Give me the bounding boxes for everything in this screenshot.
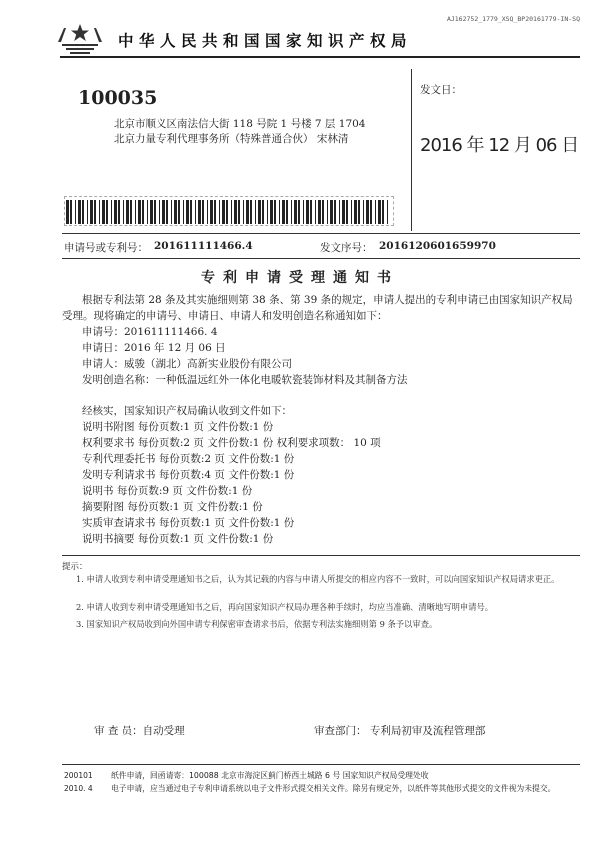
barcode-icon bbox=[64, 200, 394, 224]
header-divider bbox=[60, 56, 580, 58]
footer-mail-note: 纸件申请，回函请寄：100088 北京市海淀区蓟门桥西土城路 6 号 国家知识产权局受理处收 bbox=[111, 771, 429, 780]
reviewer: 审 查 员：自动受理 bbox=[94, 725, 185, 737]
seq-label: 发文序号： bbox=[320, 242, 373, 254]
verify-line: 经核实，国家知识产权局确认收到文件如下： bbox=[82, 405, 292, 417]
app-no-value: 201611111466.4 bbox=[154, 240, 253, 252]
file-item: 摘要附图 每份页数:1 页 文件份数:1 份 bbox=[82, 501, 263, 513]
app-date-line: 申请日：2016 年 12 月 06 日 bbox=[82, 342, 226, 354]
intro-line: 根据专利法第 28 条及其实施细则第 38 条、第 39 条的规定，申请人提出的专利申请已由国家知识产权局 bbox=[82, 294, 573, 306]
document-code: AJ162752_1779_XSQ_BP20161779-IN-SQ bbox=[446, 15, 580, 23]
date-label: 发文日： bbox=[420, 84, 462, 96]
divider bbox=[62, 258, 580, 259]
file-item: 实质审查请求书 每份页数:1 页 文件份数:1 份 bbox=[82, 517, 295, 529]
file-item: 权利要求书 每份页数:2 页 文件份数:1 份 权利要求项数： 10 项 bbox=[82, 437, 381, 449]
app-no-line: 申请号：201611111466. 4 bbox=[82, 326, 218, 338]
invention-name-line: 发明创造名称：一种低温远红外一体化电暖软瓷装饰材料及其制备方法 bbox=[82, 374, 408, 386]
postcode: 100035 bbox=[78, 87, 158, 109]
tip-item: 3. 国家知识产权局收到向外国申请专利保密审查请求书后，依据专利法实施细则第 9 条予以审查。 bbox=[76, 619, 438, 629]
file-item: 说明书附图 每份页数:1 页 文件份数:1 份 bbox=[82, 421, 274, 433]
divider bbox=[62, 233, 580, 234]
applicant-line: 申请人：威骏（湖北）高新实业股份有限公司 bbox=[82, 358, 292, 370]
file-item: 说明书 每份页数:9 页 文件份数:1 份 bbox=[82, 485, 253, 497]
org-name: 中华人民共和国国家知识产权局 bbox=[118, 31, 413, 50]
file-item: 说明书摘要 每份页数:1 页 文件份数:1 份 bbox=[82, 533, 274, 545]
department: 审查部门： 专利局初审及流程管理部 bbox=[314, 725, 486, 737]
file-item: 专利代理委托书 每份页数:2 页 文件份数:1 份 bbox=[82, 453, 295, 465]
app-no-label: 申请号或专利号： bbox=[64, 242, 148, 254]
form-code: 200101 bbox=[64, 771, 93, 780]
file-item: 发明专利请求书 每份页数:4 页 文件份数:1 份 bbox=[82, 469, 295, 481]
tip-item: 1. 申请人收到专利申请受理通知书之后，认为其记载的内容与申请人所提交的相应内容不一致时，可以向国家知识产权局请求更正。 bbox=[76, 574, 560, 584]
tips-title: 提示： bbox=[62, 562, 88, 572]
form-version: 2010. 4 bbox=[64, 784, 93, 793]
recipient-address: 北京市顺义区南法信大街 118 号院 1 号楼 7 层 1704 bbox=[114, 118, 366, 130]
cnipa-emblem-icon bbox=[56, 22, 104, 56]
footer-electronic-note: 电子申请，应当通过电子专利申请系统以电子文件形式提交相关文件。除另有规定外，以纸件等其他形式提交的文件视为未提交。 bbox=[111, 784, 556, 793]
tip-item: 2. 申请人收到专利申请受理通知书之后，再向国家知识产权局办理各种手续时，均应当准确、清晰地写明申请号。 bbox=[76, 602, 494, 612]
footer-divider bbox=[62, 764, 580, 765]
document-title: 专利申请受理通知书 bbox=[201, 270, 399, 286]
intro-line: 受理。现将确定的申请号、申请日、申请人和发明创造名称通知如下： bbox=[62, 310, 388, 322]
recipient-agency: 北京力量专利代理事务所（特殊普通合伙） 宋林清 bbox=[114, 133, 349, 145]
seq-value: 2016120601659970 bbox=[379, 240, 496, 252]
date-value: 2016 年 12 月 06 日 bbox=[420, 135, 579, 156]
divider bbox=[62, 555, 580, 556]
